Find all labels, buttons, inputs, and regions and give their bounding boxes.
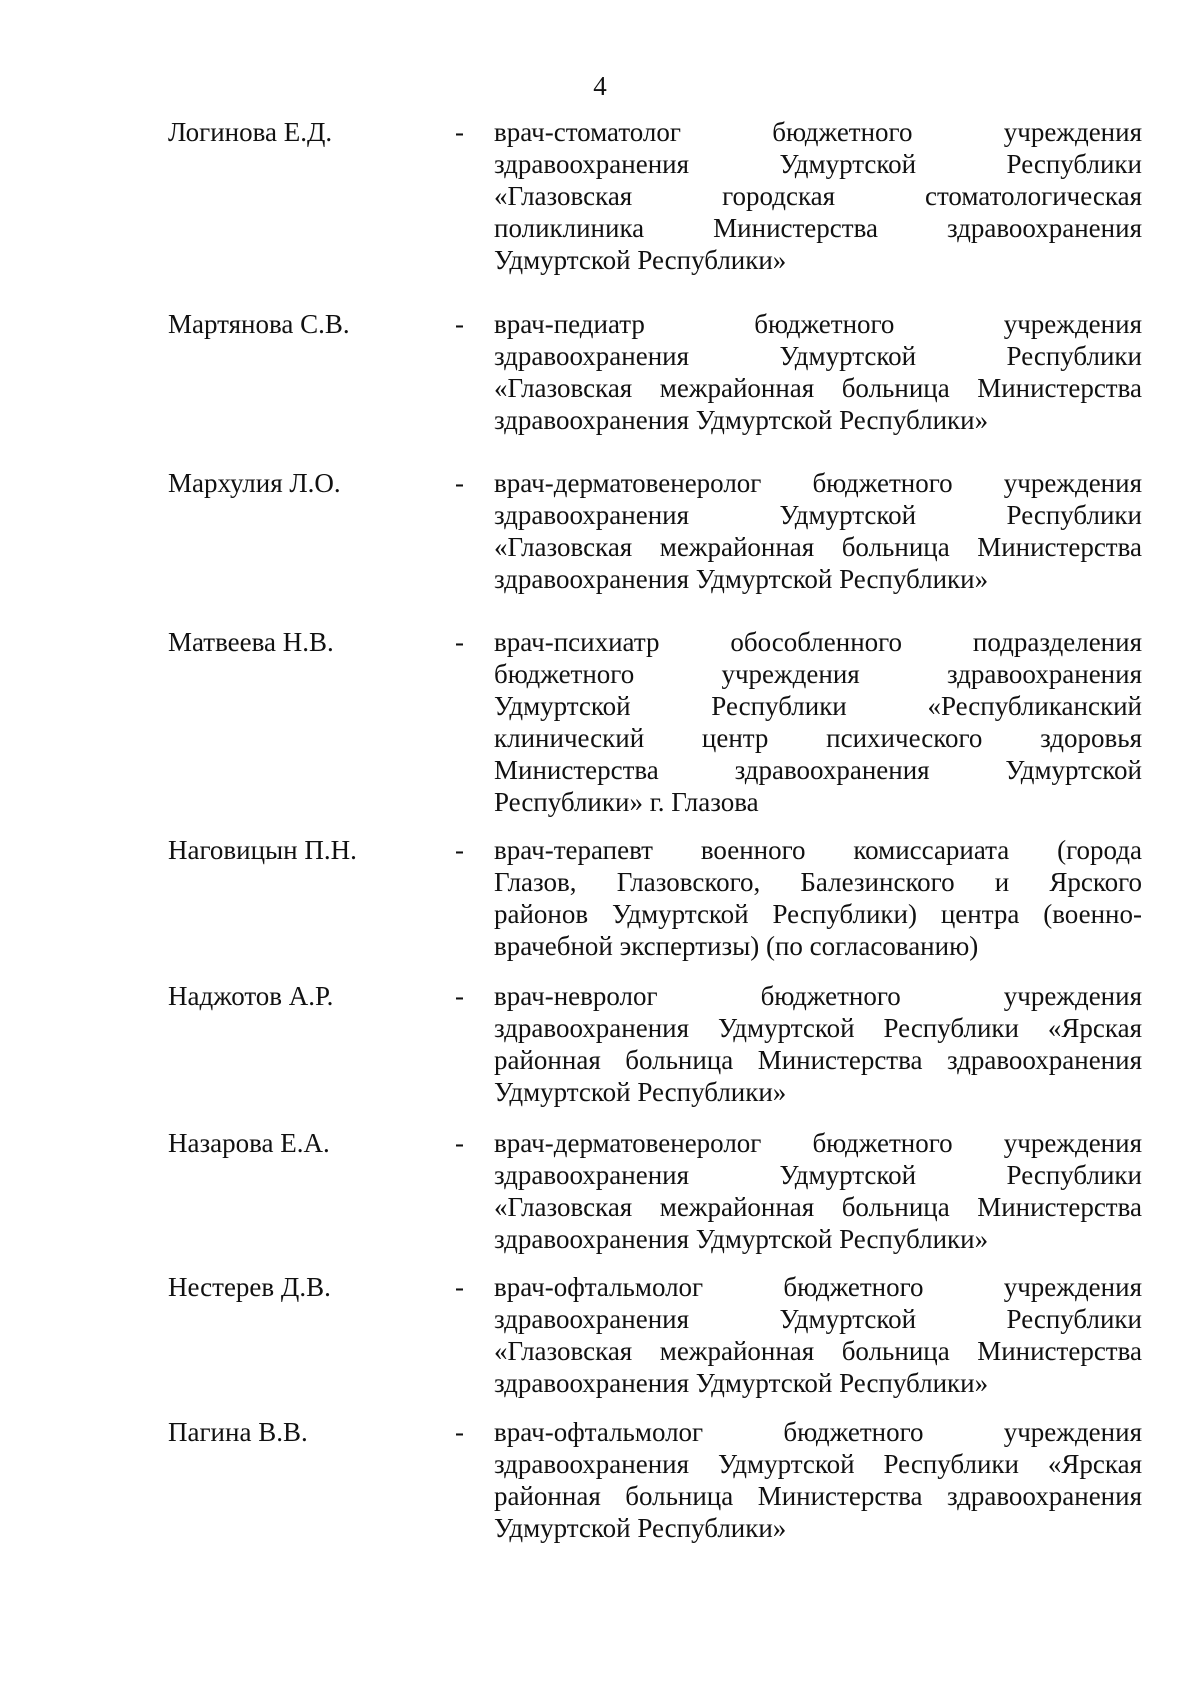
- description-line: бюджетного учреждения здравоохранения: [494, 659, 1142, 689]
- description-line: Удмуртской Республики «Республиканский: [494, 691, 1142, 721]
- dash-separator: -: [455, 627, 464, 657]
- description-line: здравоохранения Удмуртской Республики: [494, 1304, 1142, 1334]
- position-description: [494, 834, 1142, 962]
- description-line: районов Удмуртской Республики) центра (военно-: [494, 899, 1142, 929]
- person-name: Наджотов А.Р.: [168, 981, 334, 1011]
- position-description: [494, 467, 1142, 595]
- person-name: Наговицын П.Н.: [168, 835, 357, 865]
- dash-separator: -: [455, 1128, 464, 1158]
- description-line: «Глазовская межрайонная больница Министерства: [494, 1336, 1142, 1366]
- description-line: врач-дерматовенеролог бюджетного учреждения: [494, 468, 1142, 498]
- description-line: Удмуртской Республики»: [494, 1077, 787, 1107]
- description-line: врач-офтальмолог бюджетного учреждения: [494, 1417, 1142, 1447]
- description-line: врач-терапевт военного комиссариата (города: [494, 835, 1142, 865]
- dash-separator: -: [455, 981, 464, 1011]
- person-name: Нестерев Д.В.: [168, 1272, 331, 1302]
- position-description: [494, 116, 1142, 276]
- description-line: врач-дерматовенеролог бюджетного учреждения: [494, 1128, 1142, 1158]
- description-line: здравоохранения Удмуртской Республики»: [494, 1224, 989, 1254]
- dash-separator: -: [455, 468, 464, 498]
- description-line: врач-офтальмолог бюджетного учреждения: [494, 1272, 1142, 1302]
- description-line: врач-психиатр обособленного подразделения: [494, 627, 1142, 657]
- description-line: поликлиника Министерства здравоохранения: [494, 213, 1142, 243]
- dash-separator: -: [455, 835, 464, 865]
- description-line: здравоохранения Удмуртской Республики «Ярская: [494, 1013, 1142, 1043]
- description-line: Удмуртской Республики»: [494, 1513, 787, 1543]
- person-name: Логинова Е.Д.: [168, 117, 333, 147]
- person-name: Матвеева Н.В.: [168, 627, 334, 657]
- description-line: «Глазовская межрайонная больница Министерства: [494, 532, 1142, 562]
- position-description: [494, 1127, 1142, 1255]
- description-line: здравоохранения Удмуртской Республики: [494, 1160, 1142, 1190]
- description-line: здравоохранения Удмуртской Республики: [494, 149, 1142, 179]
- description-line: Глазов, Глазовского, Балезинского и Ярского: [494, 867, 1142, 897]
- dash-separator: -: [455, 309, 464, 339]
- description-line: «Глазовская межрайонная больница Министерства: [494, 373, 1142, 403]
- page-number: 4: [593, 71, 607, 101]
- dash-separator: -: [455, 1272, 464, 1302]
- position-description: [494, 980, 1142, 1108]
- person-name: Мархулия Л.О.: [168, 468, 341, 498]
- description-line: Министерства здравоохранения Удмуртской: [494, 755, 1142, 785]
- position-description: [494, 626, 1142, 818]
- position-description: [494, 1271, 1142, 1399]
- description-line: «Глазовская городская стоматологическая: [494, 181, 1142, 211]
- description-line: Удмуртской Республики»: [494, 245, 787, 275]
- description-line: здравоохранения Удмуртской Республики «Ярская: [494, 1449, 1142, 1479]
- person-name: Пагина В.В.: [168, 1417, 308, 1447]
- dash-separator: -: [455, 1417, 464, 1447]
- description-line: врач-невролог бюджетного учреждения: [494, 981, 1142, 1011]
- description-line: врач-стоматолог бюджетного учреждения: [494, 117, 1142, 147]
- person-name: Мартянова С.В.: [168, 309, 350, 339]
- position-description: [494, 308, 1142, 436]
- dash-separator: -: [455, 117, 464, 147]
- description-line: здравоохранения Удмуртской Республики»: [494, 405, 989, 435]
- position-description: [494, 1416, 1142, 1544]
- description-line: районная больница Министерства здравоохранения: [494, 1045, 1142, 1075]
- person-name: Назарова Е.А.: [168, 1128, 330, 1158]
- description-line: здравоохранения Удмуртской Республики: [494, 341, 1142, 371]
- description-line: Республики» г. Глазова: [494, 787, 759, 817]
- description-line: здравоохранения Удмуртской Республики: [494, 500, 1142, 530]
- description-line: врачебной экспертизы) (по согласованию): [494, 931, 979, 961]
- description-line: здравоохранения Удмуртской Республики»: [494, 564, 989, 594]
- description-line: районная больница Министерства здравоохранения: [494, 1481, 1142, 1511]
- description-line: «Глазовская межрайонная больница Министерства: [494, 1192, 1142, 1222]
- description-line: врач-педиатр бюджетного учреждения: [494, 309, 1142, 339]
- description-line: клинический центр психического здоровья: [494, 723, 1142, 753]
- description-line: здравоохранения Удмуртской Республики»: [494, 1368, 989, 1398]
